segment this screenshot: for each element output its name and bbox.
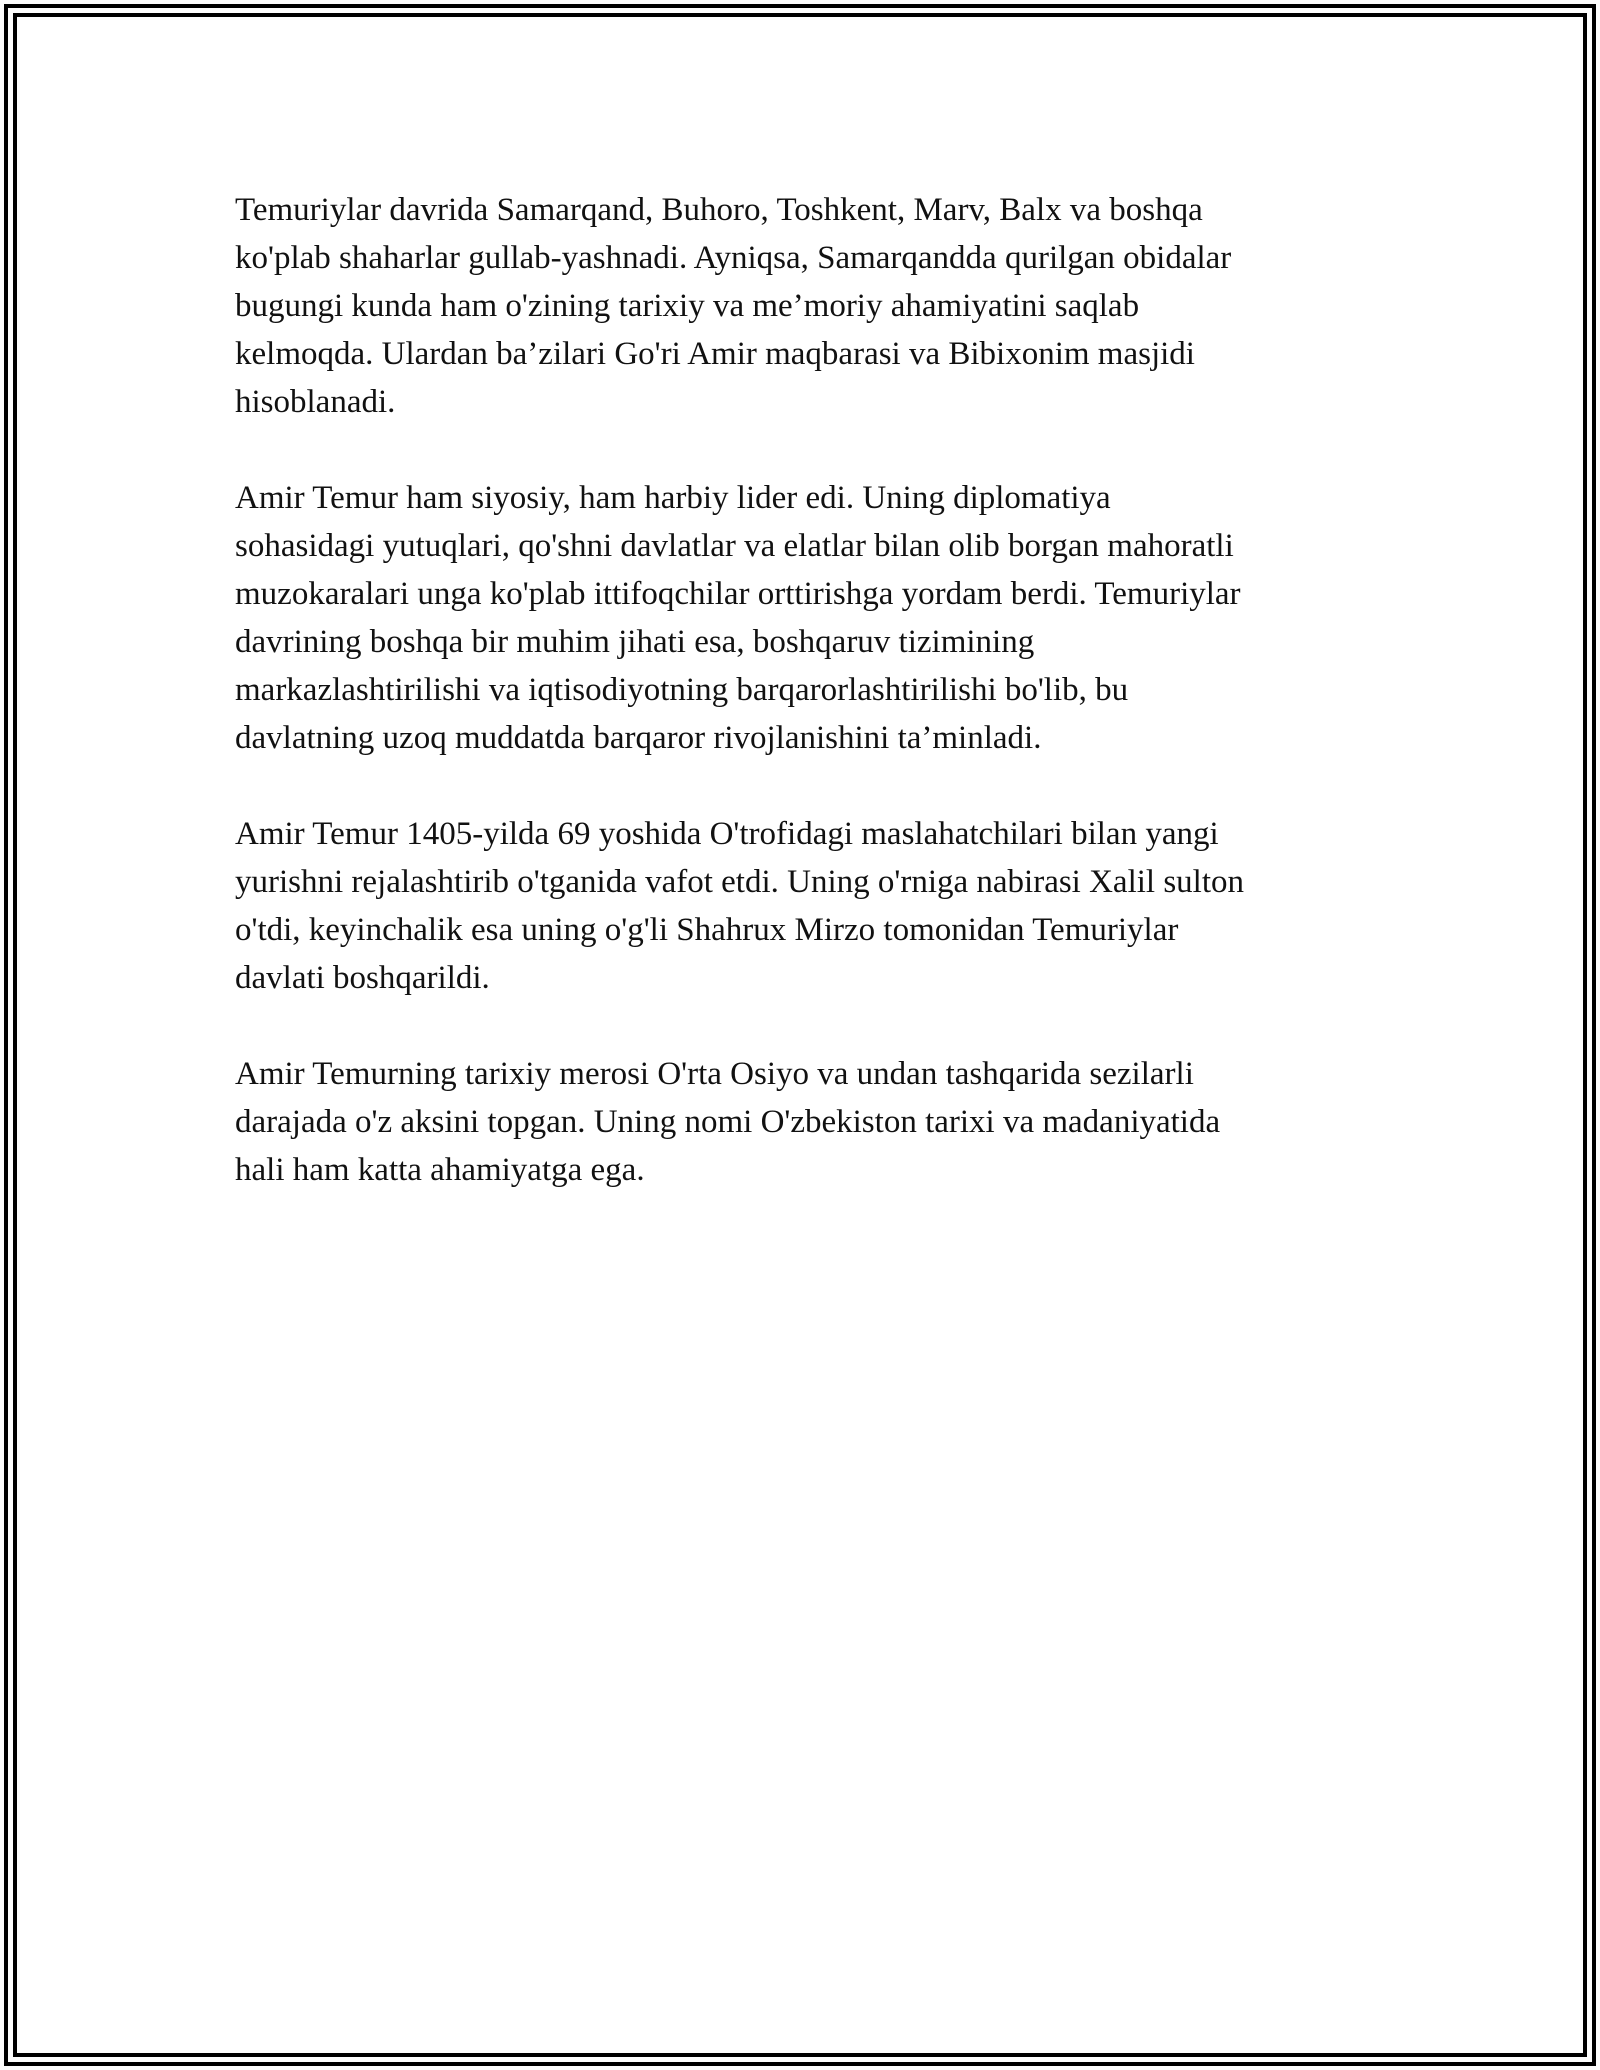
paragraph-line: davrining boshqa bir muhim jihati esa, boshqaruv tizimining — [235, 624, 1035, 660]
paragraph-line: hali ham katta ahamiyatga ega. — [235, 1152, 645, 1188]
paragraph-line: Amir Temur 1405-yilda 69 yoshida O'trofidagi maslahatchilari bilan yangi — [235, 816, 1219, 852]
paragraph-line: davlatning uzoq muddatda barqaror rivojlanishini ta’minladi. — [235, 720, 1042, 756]
document-body — [235, 186, 1375, 1242]
paragraph-line: Temuriylar davrida Samarqand, Buhoro, Toshkent, Marv, Balx va boshqa — [235, 192, 1203, 228]
paragraph-2 — [235, 474, 1375, 762]
paragraph-line: Amir Temurning tarixiy merosi O'rta Osiyo va undan tashqarida sezilarli — [235, 1056, 1194, 1092]
paragraph-line: hisoblanadi. — [235, 384, 396, 420]
paragraph-line: ko'plab shaharlar gullab-yashnadi. Ayniqsa, Samarqandda qurilgan obidalar — [235, 240, 1232, 276]
paragraph-line: davlati boshqarildi. — [235, 960, 490, 996]
paragraph-line: bugungi kunda ham o'zining tarixiy va me’moriy ahamiyatini saqlab — [235, 288, 1140, 324]
paragraph-line: markazlashtirilishi va iqtisodiyotning barqarorlashtirilishi bo'lib, bu — [235, 672, 1129, 708]
paragraph-4 — [235, 1050, 1375, 1194]
paragraph-3 — [235, 810, 1375, 1002]
paragraph-line: o'tdi, keyinchalik esa uning o'g'li Shahrux Mirzo tomonidan Temuriylar — [235, 912, 1179, 948]
paragraph-1 — [235, 186, 1375, 426]
paragraph-line: kelmoqda. Ulardan ba’zilari Go'ri Amir maqbarasi va Bibixonim masjidi — [235, 336, 1195, 372]
paragraph-line: yurishni rejalashtirib o'tganida vafot etdi. Uning o'rniga nabirasi Xalil sulton — [235, 864, 1245, 900]
paragraph-line: Amir Temur ham siyosiy, ham harbiy lider edi. Uning diplomatiya — [235, 480, 1111, 516]
paragraph-line: sohasidagi yutuqlari, qo'shni davlatlar va elatlar bilan olib borgan mahoratli — [235, 528, 1234, 564]
paragraph-line: muzokaralari unga ko'plab ittifoqchilar orttirishga yordam berdi. Temuriylar — [235, 576, 1241, 612]
paragraph-line: darajada o'z aksini topgan. Uning nomi O'zbekiston tarixi va madaniyatida — [235, 1104, 1221, 1140]
